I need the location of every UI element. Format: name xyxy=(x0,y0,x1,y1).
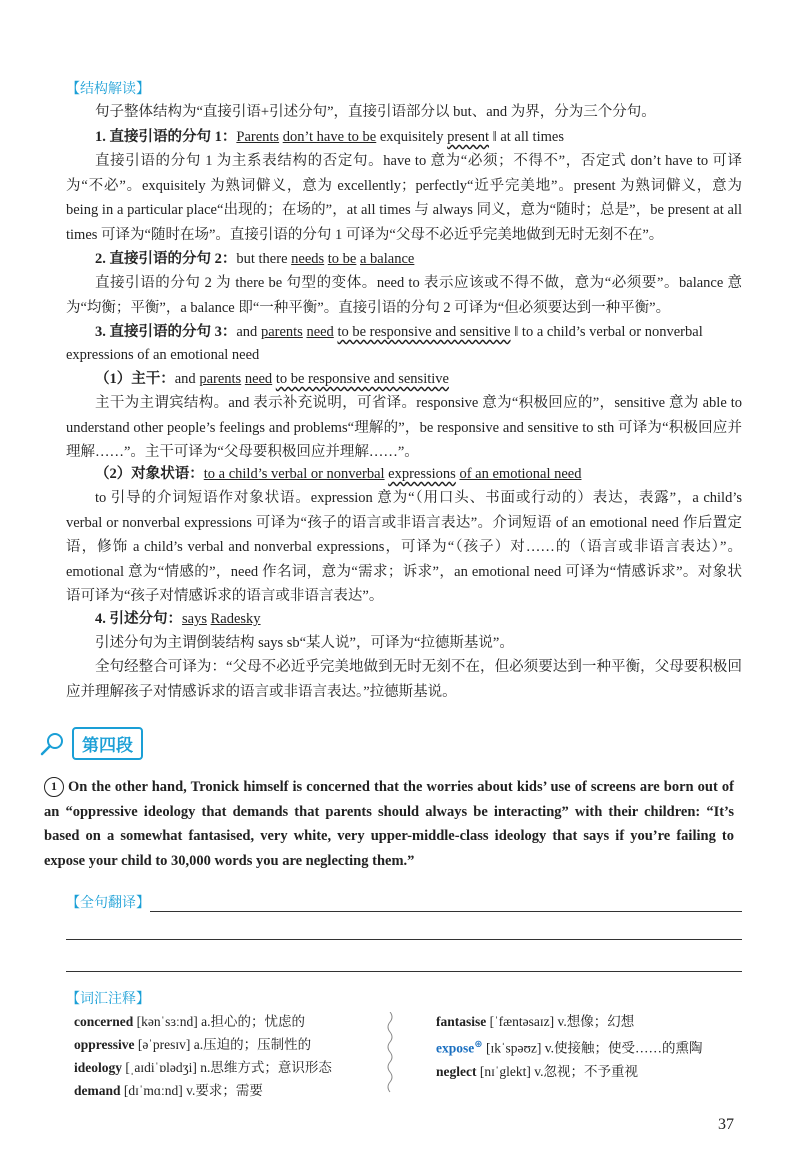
vocab-word: ideology xyxy=(74,1060,123,1075)
sentence-text: On the other hand, Tronick himself is concerned that the worries about kids’ use of screens are born out of an “oppressive ideology that demands that parents should always be interacting” with their children: “It’s based on a somewhat fantasised, very white, very upper-middle-class ideology that says if you’re failing to expose your child to 30,000 words you are neglecting them.” xyxy=(44,779,734,869)
answer-line[interactable] xyxy=(66,970,742,972)
vocab-word: expose xyxy=(436,1040,475,1056)
vocab-item xyxy=(74,1079,332,1102)
column-divider xyxy=(385,1012,395,1097)
clause-3-verb: need xyxy=(306,324,334,340)
section-heading xyxy=(38,727,143,760)
clause-3-heading xyxy=(66,320,742,345)
sub-2-modifier: to a child’s verbal or nonverbal xyxy=(203,466,385,482)
clause-2-subject: a balance xyxy=(360,251,415,267)
sub-2-title: （2）对象状语： xyxy=(95,466,204,482)
clause-3-and: and xyxy=(236,324,258,340)
vocab-tag xyxy=(66,986,742,1012)
intro-paragraph: 句子整体结构为“直接引语+引述分句”，直接引语部分以 but、and 为界，分为三个分句。 xyxy=(95,104,656,120)
sub-2-postmodifier: of an emotional need xyxy=(459,466,582,482)
vocab-item xyxy=(436,1033,703,1060)
vocab-ipa: [dɪˈmɑːnd] xyxy=(123,1083,183,1098)
vocab-word: fantasise xyxy=(436,1014,487,1029)
clause-2-tobe: to be xyxy=(327,251,357,267)
structure-tag-label: 【结构解读】 xyxy=(66,80,150,96)
clause-3-heading-cont: expressions of an emotional need xyxy=(66,347,260,363)
clause-3-object: to be responsive and sensitive xyxy=(337,324,511,340)
vocab-def: v.要求；需要 xyxy=(186,1083,263,1098)
vocab-item xyxy=(74,1033,332,1056)
sub-2-explain: to 引导的介词短语作对象状语。expression 意为“（用口头、书面或行动的）表达，表露”，a child’s verbal or nonverbal expressions 可译为“孩子的语言或非语言表达”。介词短语 of an emotional need 作后置定语，修饰 a child’s verbal and nonverbal expressions，可译为“（孩子）对……的（语言或非语言表达）”。emotional 意为“情感的”，need 作名词，意为“需求；诉求”，an emotional need 可译为“情感诉求”。对象状语可译为“孩子对情感诉求的语言或非语言表达”。 xyxy=(66,490,742,604)
sub-1-and: and xyxy=(174,371,196,387)
vocab-item xyxy=(74,1010,332,1033)
section-title: 第四段 xyxy=(72,727,143,760)
clause-4-subject: Radesky xyxy=(210,611,261,627)
clause-1-predicative: present xyxy=(447,129,490,145)
clause-2-title: 2. 直接引语的分句 2： xyxy=(95,251,237,267)
sub-1-verb: need xyxy=(244,371,273,387)
clause-4-title: 4. 引述分句： xyxy=(95,611,182,627)
sub-1-subject: parents xyxy=(199,371,242,387)
clause-3-title: 3. 直接引语的分句 3： xyxy=(95,324,237,340)
vocab-word: concerned xyxy=(74,1014,134,1029)
whole-translation: 全句经整合可译为：“父母不必近乎完美地做到无时无刻不在，但必须要达到一种平衡，父母要积极回应并理解孩子对情感诉求的语言或非语言表达。”拉德斯基说。 xyxy=(66,659,742,700)
answer-line[interactable] xyxy=(66,938,742,940)
vocab-ipa: [ɪkˈspəʊz] xyxy=(486,1040,542,1056)
clause-1-explain: 直接引语的分句 1 为主系表结构的否定句。have to 意为“必须；不得不”，否定式 don’t have to 可译为“不必”。exquisitely 为熟词僻义，意为 excellently；perfectly“近乎完美地”。present 为熟词僻义，意为 being in a particular place“出现的；在场的”，at all times 与 always 同义，意为“随时；总是”，be present at all times 可译为“随时在场”。直接引语的分句 1 可译为“父母不必近乎完美地做到无时无刻不在”。 xyxy=(66,153,742,243)
vocab-word: oppressive xyxy=(74,1037,135,1052)
clause-1-adverb: exquisitely xyxy=(379,129,444,145)
vocab-def: n.思维方式；意识形态 xyxy=(200,1060,332,1075)
translate-tag: 【全句翻译】 xyxy=(66,894,150,910)
vocab-ipa: [ˈfæntəsaɪz] xyxy=(489,1014,555,1029)
vocab-def: v.忽视；不予重视 xyxy=(534,1063,638,1079)
vocab-tag-label: 【词汇注释】 xyxy=(66,990,150,1006)
vocab-def: a.压迫的；压制性的 xyxy=(193,1037,312,1052)
translation-row-3 xyxy=(66,956,742,972)
clause-1-title: 1. 直接引语的分句 1： xyxy=(95,129,237,145)
vocab-ipa: [nɪˈglekt] xyxy=(479,1063,531,1079)
magnifier-icon xyxy=(38,731,68,757)
vocab-item xyxy=(74,1056,332,1079)
clause-3-adverbial: ‖ to a child’s verbal or nonverbal xyxy=(514,324,703,340)
vocab-ipa: [əˈpresɪv] xyxy=(137,1037,191,1052)
answer-line[interactable] xyxy=(150,910,742,912)
translation-row-1 xyxy=(66,896,742,912)
high-frequency-mark-icon: ⊛ xyxy=(474,1039,483,1050)
clause-4-heading xyxy=(66,607,742,632)
sub-2-heading xyxy=(66,462,742,487)
clause-2-there: but there xyxy=(236,251,288,267)
sub-1-title: （1）主干： xyxy=(95,371,175,387)
page-number: 37 xyxy=(718,1116,734,1133)
structure-tag xyxy=(66,76,742,102)
vocab-right xyxy=(436,1010,703,1083)
vocab-def: v.想像；幻想 xyxy=(557,1014,635,1029)
clause-2-heading xyxy=(66,247,742,272)
clause-1-subject: Parents xyxy=(236,129,280,145)
sub-1-object: to be responsive and sensitive xyxy=(275,371,449,387)
vocab-left xyxy=(74,1010,332,1102)
vocab-ipa: [ˌaɪdiˈɒlədʒi] xyxy=(125,1060,197,1075)
sentence-number: 1 xyxy=(44,777,64,797)
clause-4-verb: says xyxy=(182,611,207,627)
sub-1-heading xyxy=(66,367,742,392)
clause-4-explain: 引述分句为主谓倒装结构 says sb“某人说”，可译为“拉德斯基说”。 xyxy=(95,635,514,651)
clause-1-heading xyxy=(66,125,742,150)
clause-3-subject: parents xyxy=(260,324,303,340)
sub-2-head: expressions xyxy=(388,466,456,482)
vocab-def: a.担心的；忧虑的 xyxy=(201,1014,306,1029)
vocab-ipa: [kənˈsɜːnd] xyxy=(136,1014,198,1029)
sub-1-explain: 主干为主谓宾结构。and 表示补充说明，可省译。responsive 意为“积极回应的”，sensitive 意为 able to understand other people’s feelings and problems“理解的”，be responsive and sensitive to sth 可译为“积极回应并理解……”。主干可译为“父母要积极回应并理解……”。 xyxy=(66,395,742,460)
vocab-word: demand xyxy=(74,1083,121,1098)
source-sentence xyxy=(44,775,734,873)
clause-2-explain: 直接引语的分句 2 为 there be 句型的变体。need to 表示应该或不得不做，意为“必须要”。balance 意为“均衡；平衡”，a balance 即“一种平衡”。直接引语的分句 2 可译为“但必须要达到一种平衡”。 xyxy=(66,275,742,316)
vocab-def: v.使接触；使受……的熏陶 xyxy=(544,1040,703,1056)
vocab-item xyxy=(436,1060,703,1083)
clause-1-adverbial: ‖ at all times xyxy=(492,129,564,145)
vocab-item xyxy=(436,1010,703,1033)
translation-row-2 xyxy=(66,924,742,940)
clause-2-verb: needs xyxy=(291,251,325,267)
clause-1-verb: don’t have to be xyxy=(282,129,377,145)
vocab-word: neglect xyxy=(436,1063,477,1079)
